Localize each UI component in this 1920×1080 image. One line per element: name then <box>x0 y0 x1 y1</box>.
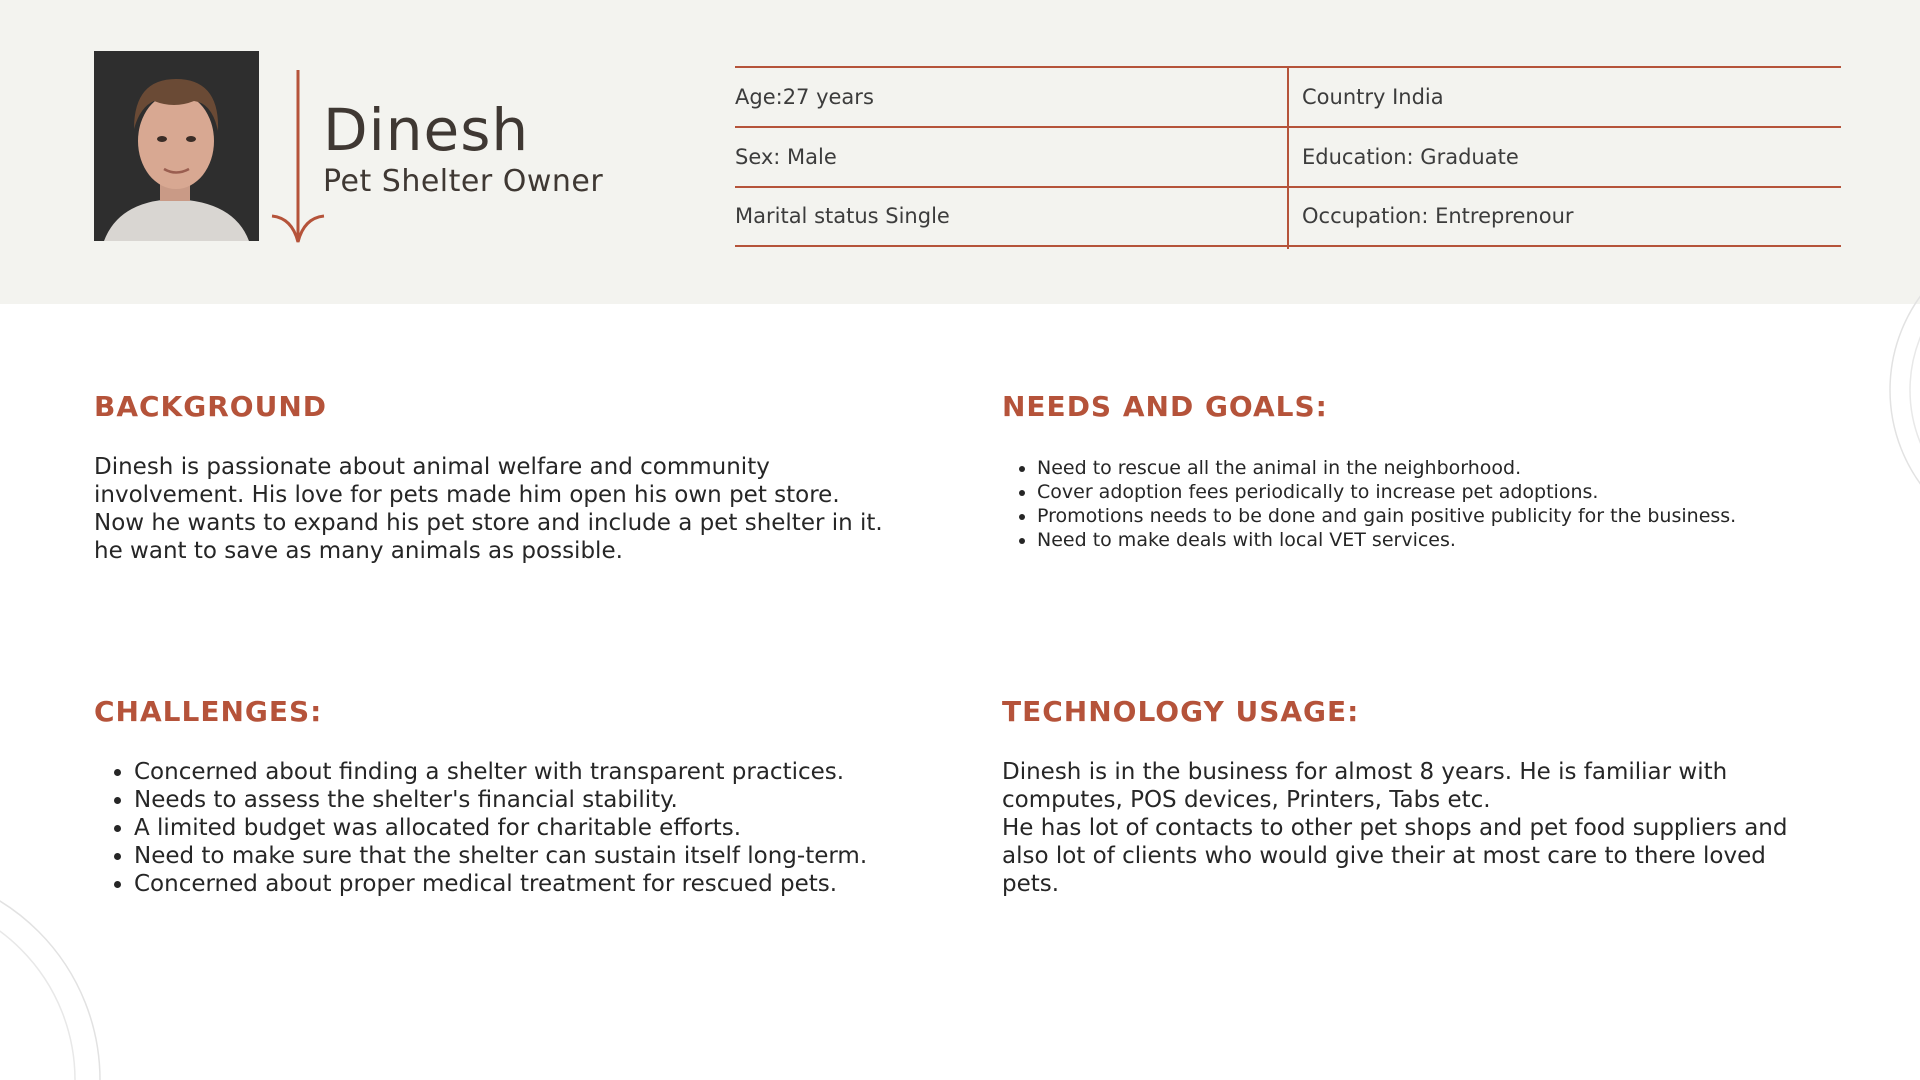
list-item: • Needs to assess the shelter's financial stability. <box>134 786 1034 814</box>
list-item: • Need to rescue all the animal in the neighborhood. <box>1037 456 1917 480</box>
technology-line: He has lot of contacts to other pet shops and pet food suppliers and <box>1002 815 1788 841</box>
technology-usage-heading: TECHNOLOGY USAGE: <box>1002 695 1360 728</box>
occupation-value: Occupation: Entreprenour <box>1302 204 1574 228</box>
challenges-list <box>94 758 1034 898</box>
table-row <box>735 187 1841 247</box>
list-item: • Need to make deals with local VET services. <box>1037 528 1917 552</box>
country-value: Country India <box>1302 85 1444 109</box>
list-item: • A limited budget was allocated for charitable efforts. <box>134 814 1034 842</box>
background-line: he want to save as many animals as possible. <box>94 538 623 564</box>
decorative-circles-left <box>0 870 120 1080</box>
persona-name: Dinesh <box>323 96 530 164</box>
technology-line: Dinesh is in the business for almost 8 years. He is familiar with <box>1002 759 1728 785</box>
arrow-down-icon <box>268 68 328 248</box>
needs-goals-list <box>997 456 1917 552</box>
background-line: Now he wants to expand his pet store and include a pet shelter in it. <box>94 510 883 536</box>
profile-photo <box>94 51 259 241</box>
background-line: involvement. His love for pets made him open his own pet store. <box>94 482 840 508</box>
age-value: Age:27 years <box>735 85 874 109</box>
technology-line: also lot of clients who would give their at most care to there loved <box>1002 843 1766 869</box>
challenges-heading: CHALLENGES: <box>94 695 323 728</box>
persona-role: Pet Shelter Owner <box>323 164 604 199</box>
table-row <box>735 68 1841 128</box>
list-item: • Promotions needs to be done and gain positive publicity for the business. <box>1037 504 1917 528</box>
table-row <box>735 128 1841 188</box>
marital-status-value: Marital status Single <box>735 204 950 228</box>
technology-line: pets. <box>1002 871 1060 897</box>
background-heading: BACKGROUND <box>94 390 328 423</box>
list-item: • Cover adoption fees periodically to increase pet adoptions. <box>1037 480 1917 504</box>
needs-goals-heading: NEEDS AND GOALS: <box>1002 390 1328 423</box>
list-item: • Concerned about proper medical treatment for rescued pets. <box>134 870 1034 898</box>
list-item: • Need to make sure that the shelter can sustain itself long-term. <box>134 842 1034 870</box>
technology-usage-text <box>1002 758 1902 898</box>
background-line: Dinesh is passionate about animal welfare and community <box>94 454 770 480</box>
background-text <box>94 453 994 565</box>
demographics-table <box>735 66 1841 249</box>
education-value: Education: Graduate <box>1302 145 1519 169</box>
list-item: • Concerned about finding a shelter with transparent practices. <box>134 758 1034 786</box>
technology-line: computes, POS devices, Printers, Tabs etc. <box>1002 787 1491 813</box>
sex-value: Sex: Male <box>735 145 837 169</box>
